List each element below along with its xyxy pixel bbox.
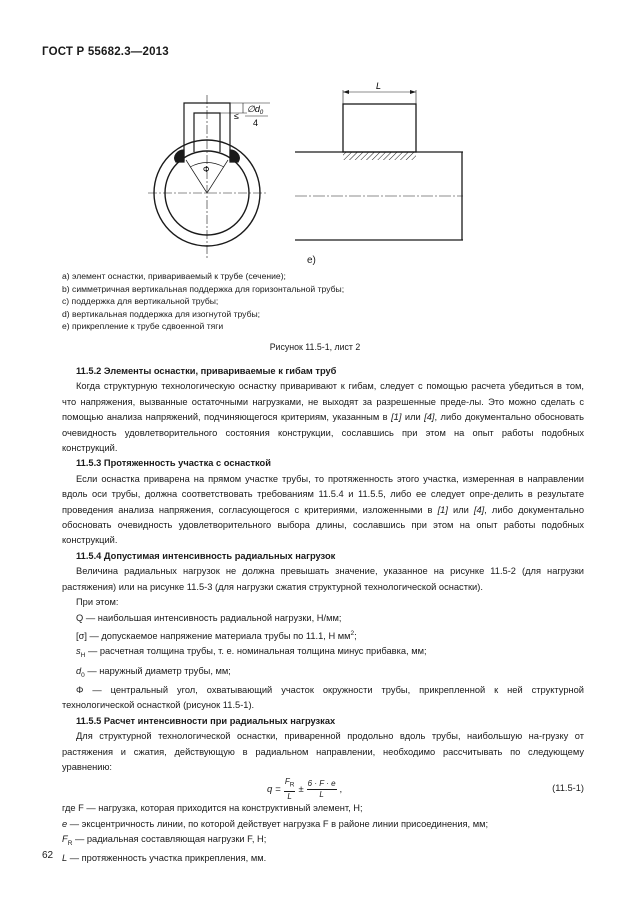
where-definition: e — эксцентричность линии, по которой действует нагрузка F в районе линии присоединения, мм; (62, 818, 489, 829)
paragraph: Величина радиальных нагрузок не должна превышать значение, указанное на рисунке 11.5-2 (для нагрузки растяжения) или на рисунке 11.5-3 (для нагрузки сжатия структурной технологической оснастки). (62, 566, 584, 592)
page-number: 62 (42, 850, 54, 861)
legend-item: e) прикрепление к трубе сдвоенной тяги (62, 321, 224, 332)
reference-link: [4] (424, 412, 435, 423)
section-heading-11-5-5: 11.5.5 Расчет интенсивности при радиальных нагрузках (76, 715, 336, 726)
reference-link: [1] (391, 412, 402, 423)
definition-sH: $s_H$ — расчетная толщина трубы, т. е. номинальная толщина минус прибавка, мм; (76, 646, 427, 660)
where-label: При этом: (76, 597, 119, 608)
dim-leq-label: ≤ (234, 111, 239, 121)
pipe-section-drawing (148, 95, 270, 258)
where-definition: L — протяженность участка прикрепления, мм. (62, 853, 267, 864)
formula-expression: q = $\frac{F_R}{L}$ ± $\frac{6 \cdot F \cdot e}{L}$ , (267, 777, 343, 801)
legend-item: c) поддержка для вертикальной трубы; (62, 296, 219, 307)
definition-Q: Q — наибольшая интенсивность радиальной нагрузки, Н/мм; (76, 612, 342, 623)
formula-11-5-1 (62, 775, 584, 801)
dim-d0-label: $\emptyset d_0$ (247, 104, 264, 116)
angle-phi-label: Φ (203, 165, 210, 174)
panel-label-e: e) (307, 255, 316, 266)
paragraph: Когда структурную технологическую оснастку приваривают к гибам, следует с помощью расчета убедиться в том, что напряжения, вызванные остаточными нагрузками, не выходят за разрешенные преде-лы. Это можно сделать с помощью анализа напряжений, подчиняющегося критериям, указанным в [1] или [4], либо документально обосновать очевидность удовлетворительного состояния конструкции, сославшись при этом на опыт работы подобных конструкций. (62, 381, 584, 454)
formula-number: (11.5-1) (552, 783, 584, 794)
paragraph: Для структурной технологической оснастки, приваренной продольно вдоль трубы, наибольшую на-грузку от растяжения и сжатия, действующую в радиальном направлении, необходимо рассчитывать по следующему уравнению: (62, 731, 584, 772)
legend-item: а) элемент оснастки, привариваемый к трубе (сечение); (62, 271, 286, 281)
where-definition: где F — нагрузка, которая приходится на конструктивный элемент, Н; (62, 803, 363, 814)
figure-legend (62, 270, 344, 333)
reference-link: [1] (437, 504, 448, 515)
section-heading-11-5-4: 11.5.4 Допустимая интенсивность радиальных нагрузок (76, 550, 336, 561)
figure-caption: Рисунок 11.5-1, лист 2 (269, 342, 361, 352)
document-body (62, 364, 584, 867)
section-heading-11-5-2: 11.5.2 Элементы оснастки, привариваемые к гибам труб (76, 366, 337, 376)
definition-d0: $d_0$ — наружный диаметр трубы, мм; (76, 665, 231, 679)
definition-sigma: [σ] — допускаемое напряжение материала трубы по 11.1, Н $мм^2$; (76, 629, 357, 641)
definition-phi: Φ — центральный угол, охватывающий участок окружности трубы, прикрепленной к ней структурной технологической оснасткой (рисунок 11.5-1). (62, 684, 584, 711)
figure-11-5-1-sheet-2 (0, 0, 630, 270)
section-heading-11-5-3: 11.5.3 Протяженность участка с оснасткой (76, 458, 271, 469)
dim-4-label: 4 (253, 118, 259, 128)
pipe-attachment-drawing (295, 90, 463, 240)
dim-L-label: L (376, 81, 382, 91)
legend-item: d) вертикальная поддержка для изогнутой трубы; (62, 308, 261, 319)
legend-item: b) симметричная вертикальная поддержка для горизонтальной трубы; (62, 283, 345, 294)
document-header: ГОСТ Р 55682.3—2013 (42, 46, 169, 58)
reference-link: [4] (473, 504, 485, 515)
where-definition: $F_R$ — радиальная составляющая нагрузки F, Н; (62, 834, 267, 848)
paragraph: Если оснастка приварена на прямом участке трубы, то протяженность этого участка, измеренная в направлении вдоль оси трубы, должна соответствовать требованиям 11.5.4 и 11.5.5, либо ее следует опре-делить в результате проведения анализа напряжения, согласующегося с критериями, изложенными в [1] или [4], либо документально обосновать очевидность удовлетворительного выбора длины, сославшись при этом на опыт работы подобных конструкций. (62, 473, 584, 546)
